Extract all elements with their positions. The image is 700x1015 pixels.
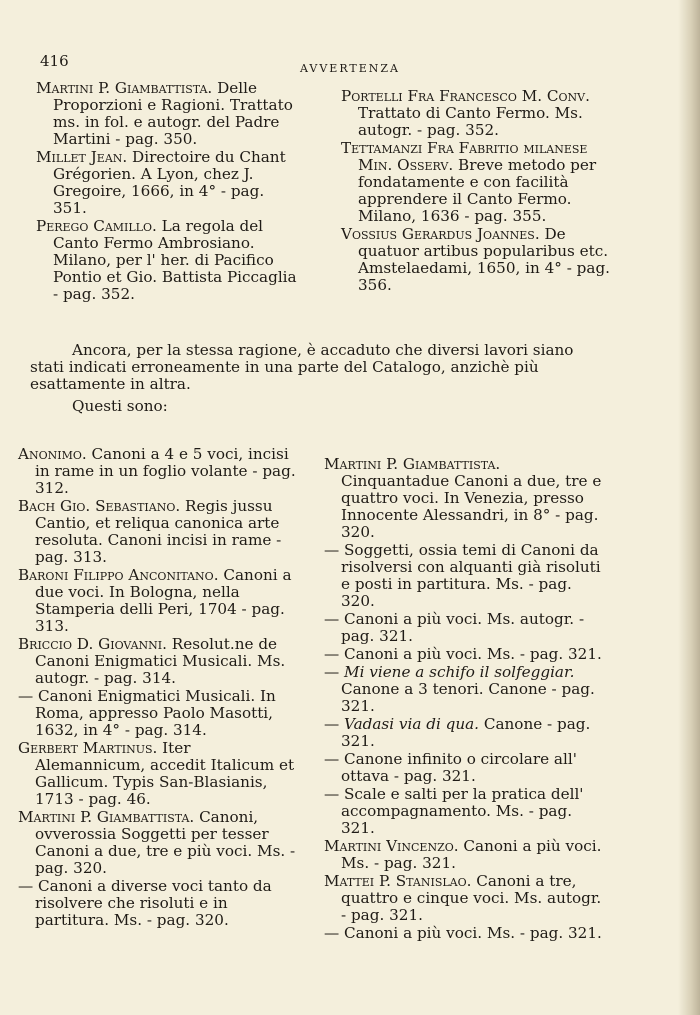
catalog-entry bbox=[324, 873, 606, 924]
entry-text: La regola del Canto Fermo Ambrosiano. Milano, per l' her. di Pacifico Pontio et Gio. Battista Piccaglia - pag. 352. bbox=[53, 217, 297, 303]
entry-author: Millet Jean. bbox=[36, 148, 128, 166]
entry-text: Canoni a più voci. Ms. - pag. 321. bbox=[341, 837, 602, 872]
catalog-entry bbox=[324, 456, 606, 541]
entry-text: Canoni Enigmatici Musicali. In Roma, appresso Paolo Masotti, 1632, in 4° - pag. 314. bbox=[35, 687, 276, 739]
catalog-entry bbox=[324, 664, 606, 715]
catalog-entry bbox=[324, 542, 606, 610]
entry-title-italic: Mi viene a schifo il solfeggiar. bbox=[344, 663, 575, 681]
catalog-entry bbox=[324, 611, 606, 645]
catalog-entry bbox=[324, 646, 606, 663]
entry-text: Canoni a tre, quattro e cinque voci. Ms. autogr. - pag. 321. bbox=[341, 872, 602, 924]
notice-text: Ancora, per la stessa ragione, è accaduto che diversi lavori siano stati indicati erroneamente in una parte del Catalogo, anzichè più esattamente in altra. bbox=[30, 341, 574, 393]
entry-author: — bbox=[18, 877, 34, 895]
block2-left-column bbox=[18, 446, 296, 930]
entry-author: — bbox=[324, 645, 340, 663]
catalog-entry bbox=[36, 80, 302, 148]
entry-text: Cinquantadue Canoni a due, tre e quattro voci. In Venezia, presso Innocente Alessandri, in 8° - pag. 320. bbox=[341, 472, 602, 541]
entry-author: Martini P. Giambattista. bbox=[324, 455, 501, 473]
entry-text: Regis jussu Cantio, et reliqua canonica arte resoluta. Canoni incisi in rame - pag. 313. bbox=[35, 497, 282, 566]
entry-text: Canoni a più voci. Ms. autogr. - pag. 321. bbox=[341, 610, 585, 645]
entry-author: Tettamanzi Fra Fabritio milanese Min. Osserv. bbox=[341, 139, 588, 174]
entry-text: Canone - pag. 321. bbox=[341, 715, 591, 750]
running-title: AVVERTENZA bbox=[300, 62, 400, 75]
block1-left-column bbox=[36, 80, 302, 304]
catalog-entry bbox=[18, 567, 296, 635]
catalog-entry bbox=[324, 716, 606, 750]
entry-author: Anonimo. bbox=[18, 445, 87, 463]
catalog-entry bbox=[324, 925, 606, 942]
entry-author: Vossius Gerardus Joannes. bbox=[341, 225, 540, 243]
entry-author: Perego Camillo. bbox=[36, 217, 157, 235]
catalog-entry bbox=[36, 218, 302, 303]
entry-text: Scale e salti per la pratica dell' accompagnamento. Ms. - pag. 321. bbox=[341, 785, 584, 837]
catalog-entry bbox=[18, 809, 296, 877]
entry-author: Martini P. Giambattista. bbox=[18, 808, 195, 826]
entry-author: Portelli Fra Francesco M. Conv. bbox=[341, 87, 590, 105]
entry-text: Iter Alemannicum, accedit Italicum et Gallicum. Typis San-Blasianis, 1713 - pag. 46. bbox=[35, 739, 295, 808]
notice-paragraph bbox=[30, 342, 610, 415]
entry-text: Canoni a più voci. Ms. - pag. 321. bbox=[344, 924, 602, 942]
entry-text: Canoni a 4 e 5 voci, incisi in rame in un foglio volante - pag. 312. bbox=[35, 445, 296, 497]
catalog-entry bbox=[18, 446, 296, 497]
entry-text: Canoni a diverse voci tanto da risolvere che risoluti e in partitura. Ms. - pag. 320. bbox=[35, 877, 272, 929]
notice-lead: Questi sono: bbox=[72, 397, 168, 415]
entry-text: Canone infinito o circolare all' ottava - pag. 321. bbox=[341, 750, 577, 785]
catalog-entry bbox=[324, 786, 606, 837]
catalog-entry bbox=[18, 740, 296, 808]
entry-author: Bach Gio. Sebastiano. bbox=[18, 497, 181, 515]
entry-title-italic: Vadasi via di qua. bbox=[344, 715, 480, 733]
entry-author: — bbox=[324, 610, 340, 628]
entry-text: Canoni a più voci. Ms. - pag. 321. bbox=[344, 645, 602, 663]
catalog-entry bbox=[18, 878, 296, 929]
entry-author: Mattei P. Stanislao. bbox=[324, 872, 472, 890]
entry-text: Soggetti, ossia temi di Canoni da risolversi con alquanti già risoluti e posti in partitura. Ms. - pag. 320. bbox=[341, 541, 601, 610]
entry-author: — bbox=[324, 541, 340, 559]
entry-text: Breve metodo per fondatamente e con facilità apprendere il Canto Fermo. Milano, 1636 - pag. 355. bbox=[358, 156, 597, 225]
entry-author: Gerbert Martinus. bbox=[18, 739, 158, 757]
catalog-entry bbox=[18, 688, 296, 739]
entry-author: — bbox=[324, 750, 340, 768]
entry-text: Canoni a due voci. In Bologna, nella Stamperia delli Peri, 1704 - pag. 313. bbox=[35, 566, 292, 635]
entry-text: Directoire du Chant Grégorien. A Lyon, chez J. Gregoire, 1666, in 4° - pag. 351. bbox=[53, 148, 286, 217]
entry-text: Canone a 3 tenori. Canone - pag. 321. bbox=[341, 680, 595, 715]
block1-right-column bbox=[341, 88, 613, 295]
entry-text: De quatuor artibus popularibus etc. Amstelaedami, 1650, in 4° - pag. 356. bbox=[358, 225, 610, 294]
entry-author: — bbox=[324, 785, 340, 803]
entry-author: Baroni Filippo Anconitano. bbox=[18, 566, 219, 584]
catalog-entry bbox=[324, 751, 606, 785]
page-number: 416 bbox=[40, 52, 69, 70]
entry-author: Briccio D. Giovanni. bbox=[18, 635, 167, 653]
catalog-entry bbox=[36, 149, 302, 217]
entry-author: Martini Vincenzo. bbox=[324, 837, 459, 855]
entry-author: — bbox=[324, 924, 340, 942]
entry-author: — bbox=[18, 687, 34, 705]
entry-text: Delle Proporzioni e Ragioni. Trattato ms. in fol. e autogr. del Padre Martini - pag. 350. bbox=[53, 79, 293, 148]
entry-text: Canoni, ovverossia Soggetti per tesser Canoni a due, tre e più voci. Ms. - pag. 320. bbox=[35, 808, 296, 877]
entry-text: Resolut.ne de Canoni Enigmatici Musicali. Ms. autogr. - pag. 314. bbox=[35, 635, 286, 687]
entry-author: — bbox=[324, 715, 340, 733]
catalog-entry bbox=[341, 88, 613, 139]
catalog-entry bbox=[324, 838, 606, 872]
block2-right-column bbox=[324, 456, 606, 943]
page-edge bbox=[678, 0, 700, 1015]
catalog-entry bbox=[18, 498, 296, 566]
entry-author: — bbox=[324, 663, 340, 681]
catalog-entry bbox=[18, 636, 296, 687]
entry-text: Trattato di Canto Fermo. Ms. autogr. - pag. 352. bbox=[358, 104, 583, 139]
catalog-entry bbox=[341, 140, 613, 225]
entry-author: Martini P. Giambattista. bbox=[36, 79, 213, 97]
catalog-entry bbox=[341, 226, 613, 294]
